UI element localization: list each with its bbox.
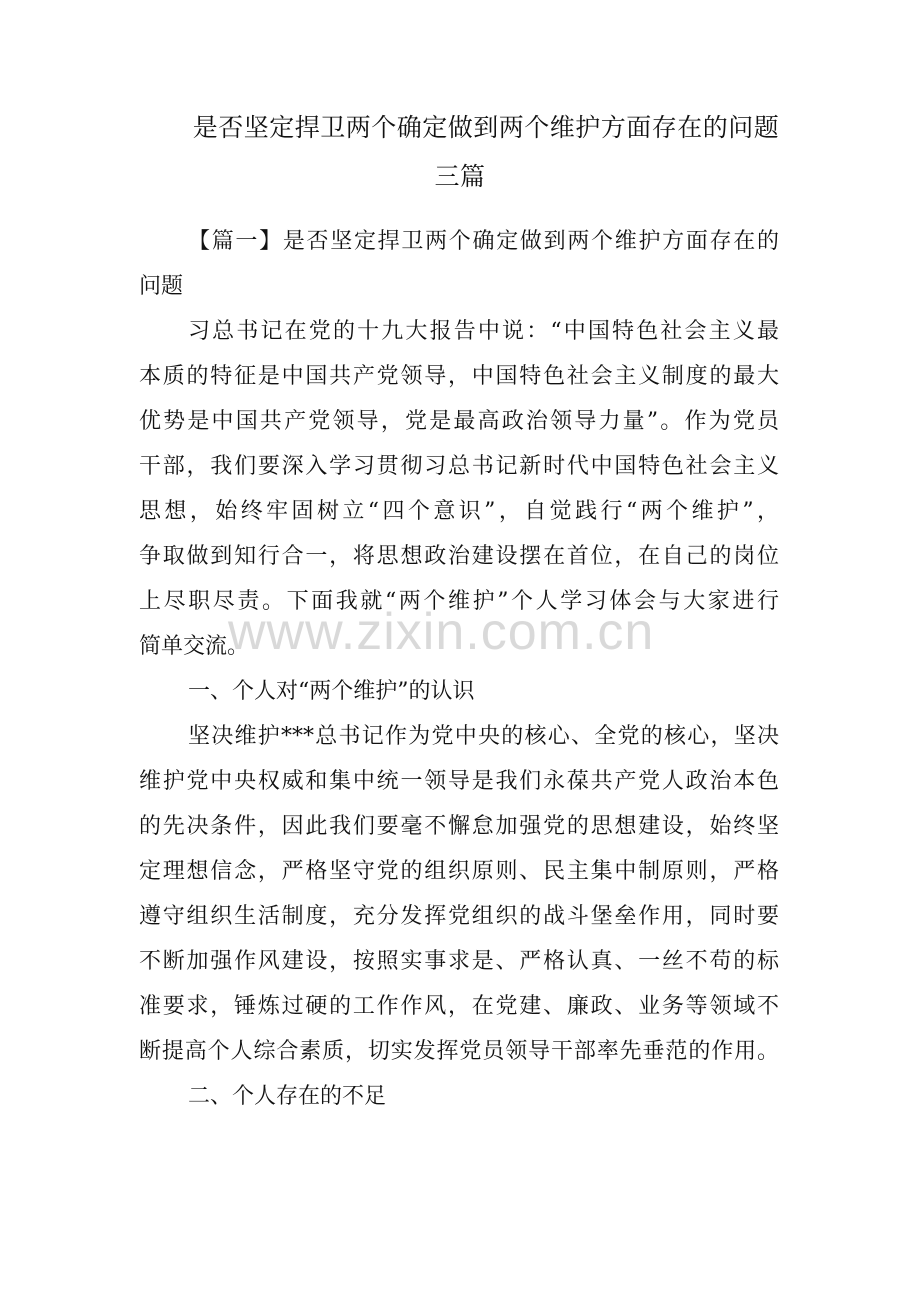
paragraph-line: 简单交流。	[139, 634, 250, 659]
paragraph-line: 问题	[139, 274, 184, 299]
section-heading: 二、个人存在的不足	[188, 1084, 387, 1109]
paragraph-line: 维护党中央权威和集中统一领导是我们永葆共产党人政治本色	[139, 769, 779, 794]
paragraph-line: 的先决条件，因此我们要毫不懈怠加强党的思想建设，始终坚	[139, 814, 779, 839]
paragraph-line: 上尽职尽责。下面我就“两个维护”个人学习体会与大家进行	[139, 589, 779, 614]
paragraph-line: 断提高个人综合素质，切实发挥党员领导干部率先垂范的作用。	[139, 1039, 779, 1064]
paragraph-line: 本质的特征是中国共产党领导，中国特色社会主义制度的最大	[139, 364, 779, 389]
paragraph-line: 准要求，锤炼过硬的工作作风，在党建、廉政、业务等领域不	[139, 994, 779, 1019]
paragraph-line: 不断加强作风建设，按照实事求是、严格认真、一丝不苟的标	[139, 949, 779, 974]
paragraph-line: 定理想信念，严格坚守党的组织原则、民主集中制原则，严格	[139, 859, 779, 884]
paragraph-line: 习总书记在党的十九大报告中说：“中国特色社会主义最	[188, 319, 779, 344]
paragraph-line: 优势是中国共产党领导，党是最高政治领导力量”。作为党员	[139, 409, 779, 434]
watermark: www.zixin.com.cn	[228, 603, 655, 661]
document-title-line-2: 三篇	[434, 162, 486, 191]
paragraph-line: 争取做到知行合一，将思想政治建设摆在首位，在自己的岗位	[139, 544, 779, 569]
paragraph-line: 遵守组织生活制度，充分发挥党组织的战斗堡垒作用，同时要	[139, 904, 779, 929]
paragraph-line: 【篇一】是否坚定捍卫两个确定做到两个维护方面存在的	[188, 229, 779, 254]
document-title-line-1: 是否坚定捍卫两个确定做到两个维护方面存在的问题	[192, 113, 780, 142]
section-heading: 一、个人对“两个维护”的认识	[188, 679, 475, 704]
paragraph-line: 坚决维护***总书记作为党中央的核心、全党的核心，坚决	[188, 724, 779, 749]
paragraph-line: 干部，我们要深入学习贯彻习总书记新时代中国特色社会主义	[139, 454, 779, 479]
paragraph-line: 思想，始终牢固树立“四个意识”，自觉践行“两个维护”，	[139, 499, 779, 524]
